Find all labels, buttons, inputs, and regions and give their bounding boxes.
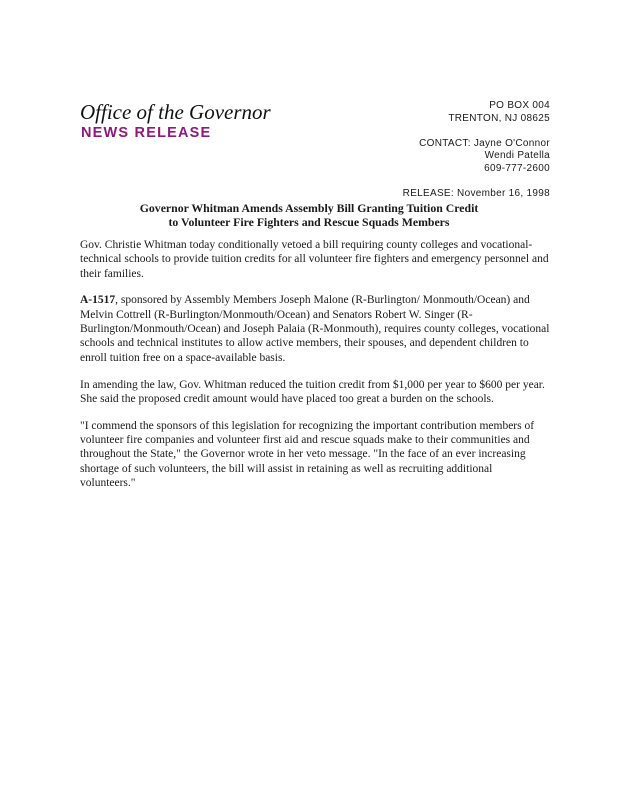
bill-details-text: , sponsored by Assembly Members Joseph Malone (R-Burlington/ Monmouth/Ocean) and Melvin Cottrell (R-Burlington/Monmouth/Ocean) and Senators Robert W. Singer (R-Burlington/Monmouth/Ocean) and Joseph Palaia (R-Monmouth), requires county colleges, vocational schools and technical institutes to allow active members, their spouses, and dependent children to enroll tuition free on a space-available basis. xyxy=(80,294,550,364)
contact-spacer xyxy=(330,125,550,138)
headline-line-1: Governor Whitman Amends Assembly Bill Granting Tuition Credit xyxy=(139,201,479,215)
bill-number: A-1517 xyxy=(80,294,116,307)
headline xyxy=(80,201,538,229)
office-title: Office of the Governor xyxy=(80,100,271,124)
paragraph-amendment: In amending the law, Gov. Whitman reduced the tuition credit from $1,000 per year to $600 per year. She said the proposed credit amount would have placed too great a burden on the schools. xyxy=(80,378,545,405)
article-body xyxy=(80,238,550,503)
news-release-label: NEWS RELEASE xyxy=(81,125,212,141)
contact-block xyxy=(330,100,550,201)
paragraph-quote: "I commend the sponsors of this legislation for recognizing the important contribution members of volunteer fire companies and volunteer first aid and rescue squads make to their communities and throughout the State," the Governor wrote in her veto message. "In the face of an ever increasing shortage of such volunteers, the bill will assist in retaining as well as recruiting additional volunteers." xyxy=(80,419,535,489)
paragraph-intro: Gov. Christie Whitman today conditionally vetoed a bill requiring county colleges and vocational-technical schools to provide tuition credits for all volunteer fire fighters and emergency personnel and their families. xyxy=(80,239,549,280)
headline-line-2: to Volunteer Fire Fighters and Rescue Squads Members xyxy=(168,215,450,229)
contact-person-1: CONTACT: Jayne O'Connor xyxy=(419,137,550,149)
contact-phone: 609-777-2600 xyxy=(484,162,550,174)
release-spacer xyxy=(330,176,550,189)
address-line-2: TRENTON, NJ 08625 xyxy=(448,112,550,124)
address-line-1: PO BOX 004 xyxy=(489,100,550,111)
contact-person-2: Wendi Patella xyxy=(484,150,550,162)
paragraph-bill-details xyxy=(80,293,550,364)
release-date: RELEASE: November 16, 1998 xyxy=(402,188,550,200)
